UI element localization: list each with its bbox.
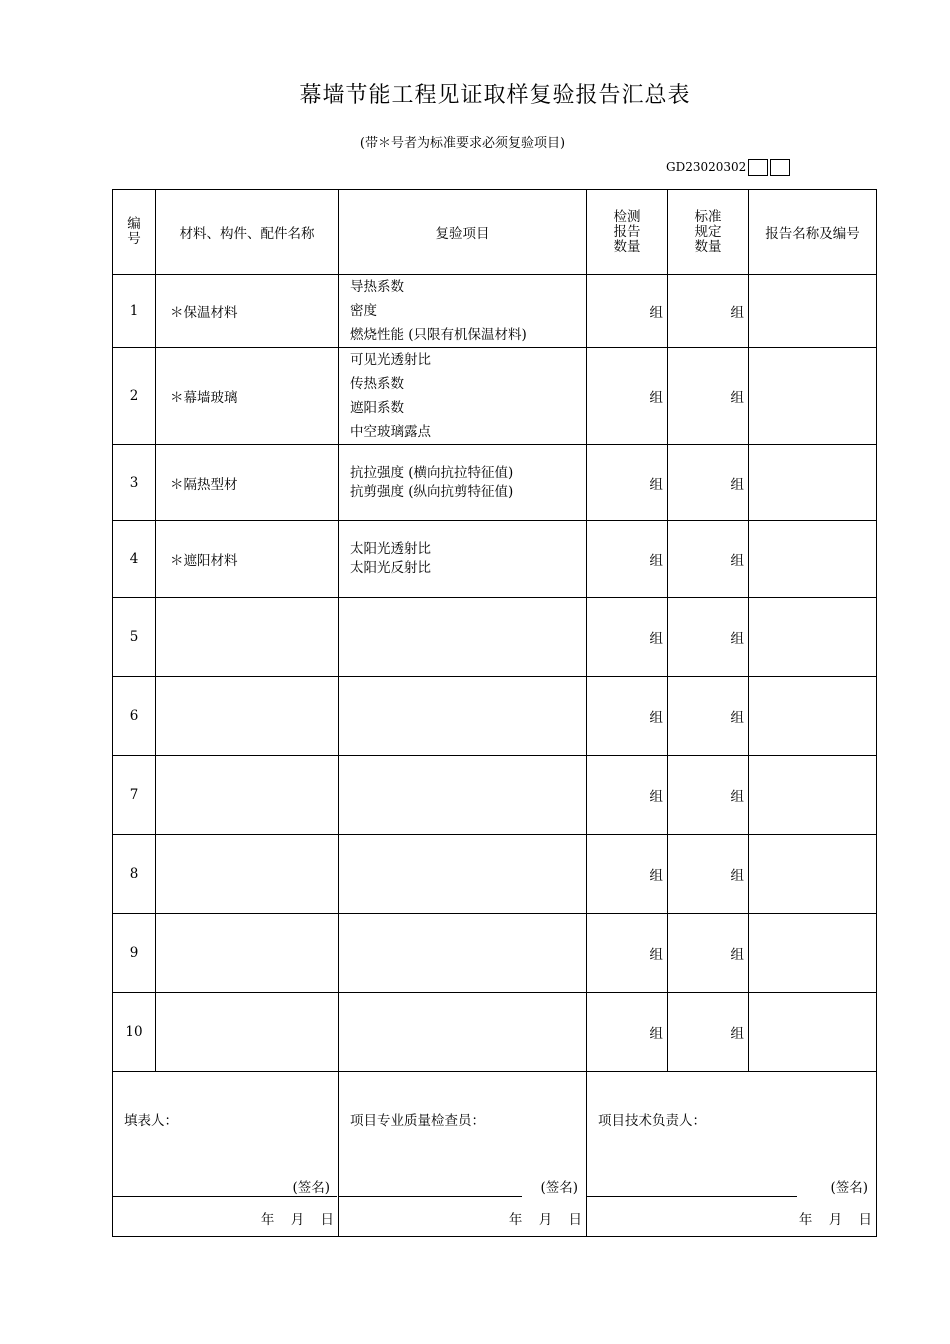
row-items[interactable] bbox=[339, 993, 587, 1072]
row-no: 6 bbox=[113, 677, 156, 756]
row-items[interactable]: 导热系数 密度 燃烧性能 (只限有机保温材料) bbox=[339, 275, 587, 348]
row-name[interactable] bbox=[156, 677, 339, 756]
date-label: 年 月 日 bbox=[260, 1212, 334, 1228]
signature-line bbox=[339, 1196, 522, 1197]
row-report[interactable] bbox=[749, 598, 877, 677]
table-row bbox=[113, 677, 877, 756]
row-std-count[interactable]: 组 bbox=[668, 275, 749, 348]
tech-lead-sign-cell[interactable] bbox=[587, 1158, 877, 1237]
date-label: 年 月 日 bbox=[798, 1212, 872, 1228]
row-std-count[interactable]: 组 bbox=[668, 677, 749, 756]
row-name[interactable]: ＊保温材料 bbox=[156, 275, 339, 348]
row-std-count[interactable]: 组 bbox=[668, 993, 749, 1072]
row-no: 9 bbox=[113, 914, 156, 993]
code-box-1[interactable] bbox=[748, 159, 768, 176]
table-row bbox=[113, 598, 877, 677]
table-row bbox=[113, 445, 877, 521]
row-std-count[interactable]: 组 bbox=[668, 521, 749, 598]
row-name[interactable] bbox=[156, 598, 339, 677]
signature-label-row bbox=[113, 1072, 877, 1159]
row-std-count[interactable]: 组 bbox=[668, 835, 749, 914]
row-items[interactable] bbox=[339, 835, 587, 914]
row-name[interactable]: ＊隔热型材 bbox=[156, 445, 339, 521]
summary-table bbox=[112, 189, 877, 1237]
table-row bbox=[113, 348, 877, 445]
row-test-count[interactable]: 组 bbox=[587, 521, 668, 598]
row-items[interactable]: 抗拉强度 (横向抗拉特征值) 抗剪强度 (纵向抗剪特征值) bbox=[339, 445, 587, 521]
row-test-count[interactable]: 组 bbox=[587, 835, 668, 914]
header-row bbox=[113, 190, 877, 275]
header-name: 材料、构件、配件名称 bbox=[156, 190, 339, 275]
row-test-count[interactable]: 组 bbox=[587, 993, 668, 1072]
row-test-count[interactable]: 组 bbox=[587, 275, 668, 348]
row-name[interactable]: ＊遮阳材料 bbox=[156, 521, 339, 598]
row-test-count[interactable]: 组 bbox=[587, 445, 668, 521]
row-name[interactable] bbox=[156, 756, 339, 835]
signature-line bbox=[587, 1196, 797, 1197]
row-items[interactable] bbox=[339, 598, 587, 677]
inspector-cell[interactable] bbox=[339, 1072, 587, 1159]
row-report[interactable] bbox=[749, 445, 877, 521]
row-report[interactable] bbox=[749, 835, 877, 914]
row-report[interactable] bbox=[749, 756, 877, 835]
tech-lead-label: 项目技术负责人： bbox=[598, 1113, 706, 1129]
sign-label: (签名) bbox=[830, 1180, 868, 1196]
row-test-count[interactable]: 组 bbox=[587, 348, 668, 445]
row-no: 1 bbox=[113, 275, 156, 348]
table-row bbox=[113, 756, 877, 835]
row-no: 2 bbox=[113, 348, 156, 445]
row-name[interactable] bbox=[156, 835, 339, 914]
page-title: 幕墙节能工程见证取样复验报告汇总表 bbox=[299, 83, 691, 108]
inspector-sign-cell[interactable] bbox=[339, 1158, 587, 1237]
inspector-label: 项目专业质量检查员： bbox=[350, 1113, 485, 1129]
code-box-2[interactable] bbox=[770, 159, 790, 176]
table-row bbox=[113, 275, 877, 348]
row-std-count[interactable]: 组 bbox=[668, 348, 749, 445]
row-report[interactable] bbox=[749, 914, 877, 993]
row-items[interactable] bbox=[339, 914, 587, 993]
row-report[interactable] bbox=[749, 521, 877, 598]
row-items[interactable] bbox=[339, 677, 587, 756]
table-row bbox=[113, 835, 877, 914]
row-test-count[interactable]: 组 bbox=[587, 756, 668, 835]
sign-label: (签名) bbox=[540, 1180, 578, 1196]
row-test-count[interactable]: 组 bbox=[587, 677, 668, 756]
row-test-count[interactable]: 组 bbox=[587, 598, 668, 677]
row-report[interactable] bbox=[749, 348, 877, 445]
row-no: 8 bbox=[113, 835, 156, 914]
filler-label: 填表人： bbox=[124, 1113, 178, 1129]
date-label: 年 月 日 bbox=[508, 1212, 582, 1228]
row-std-count[interactable]: 组 bbox=[668, 914, 749, 993]
sign-label: (签名) bbox=[292, 1180, 330, 1196]
signature-line bbox=[113, 1196, 337, 1197]
row-items[interactable]: 太阳光透射比 太阳光反射比 bbox=[339, 521, 587, 598]
form-code bbox=[666, 158, 790, 176]
row-report[interactable] bbox=[749, 275, 877, 348]
row-no: 3 bbox=[113, 445, 156, 521]
row-std-count[interactable]: 组 bbox=[668, 756, 749, 835]
row-no: 5 bbox=[113, 598, 156, 677]
row-no: 7 bbox=[113, 756, 156, 835]
table-row bbox=[113, 521, 877, 598]
filler-cell[interactable] bbox=[113, 1072, 339, 1159]
table-row bbox=[113, 914, 877, 993]
row-items[interactable] bbox=[339, 756, 587, 835]
form-code-text: GD23020302 bbox=[666, 160, 747, 174]
header-no: 编 号 bbox=[113, 190, 156, 275]
row-std-count[interactable]: 组 bbox=[668, 598, 749, 677]
subtitle-note: (带＊号者为标准要求必须复验项目) bbox=[359, 136, 566, 151]
tech-lead-cell[interactable] bbox=[587, 1072, 877, 1159]
header-std-count: 标准 规定 数量 bbox=[668, 190, 749, 275]
row-no: 4 bbox=[113, 521, 156, 598]
row-name[interactable]: ＊幕墙玻璃 bbox=[156, 348, 339, 445]
header-report: 报告名称及编号 bbox=[749, 190, 877, 275]
row-items[interactable]: 可见光透射比 传热系数 遮阳系数 中空玻璃露点 bbox=[339, 348, 587, 445]
row-name[interactable] bbox=[156, 914, 339, 993]
header-items: 复验项目 bbox=[339, 190, 587, 275]
row-report[interactable] bbox=[749, 677, 877, 756]
signature-row bbox=[113, 1158, 877, 1237]
table-row bbox=[113, 993, 877, 1072]
row-test-count[interactable]: 组 bbox=[587, 914, 668, 993]
row-name[interactable] bbox=[156, 993, 339, 1072]
row-no: 10 bbox=[113, 993, 156, 1072]
row-report[interactable] bbox=[749, 993, 877, 1072]
filler-sign-cell[interactable] bbox=[113, 1158, 339, 1237]
row-std-count[interactable]: 组 bbox=[668, 445, 749, 521]
header-test-count: 检测 报告 数量 bbox=[587, 190, 668, 275]
